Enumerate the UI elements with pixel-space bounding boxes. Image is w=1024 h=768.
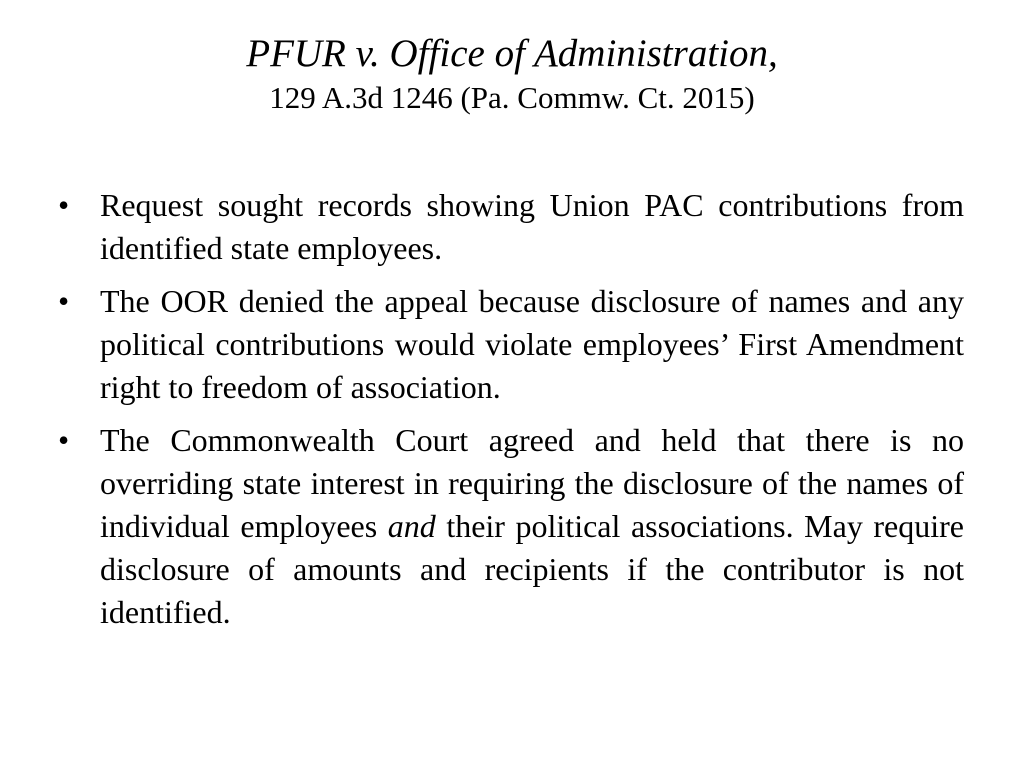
- bullet-icon: •: [58, 283, 70, 319]
- bullet-item-1: [58, 184, 964, 270]
- bullet-icon: •: [58, 187, 70, 223]
- bullet-item-2: [58, 280, 964, 409]
- bullet-text-3-after: their political associations. May require disclosure of amounts and recipients if the contributor is not identified.: [100, 508, 965, 630]
- bullet-text-3-before: The Commonwealth Court agreed and held that there is no overriding state interest in requiring the disclosure of the names of individual employees: [100, 422, 964, 544]
- bullet-list: [58, 184, 964, 644]
- bullet-text-3-emphasis: and: [387, 508, 436, 544]
- case-citation: 129 A.3d 1246 (Pa. Commw. Ct. 2015): [269, 80, 755, 115]
- slide-title: [0, 30, 1024, 118]
- bullet-item-3: [58, 419, 964, 634]
- bullet-icon: •: [58, 422, 70, 458]
- bullet-text-2: The OOR denied the appeal because disclosure of names and any political contributions would violate employees’ First Amendment right to freedom of association.: [100, 283, 964, 405]
- case-name: PFUR v. Office of Administration,: [246, 32, 778, 75]
- bullet-text-3: [100, 422, 964, 630]
- bullet-text-1: Request sought records showing Union PAC contributions from identified state employees.: [100, 187, 964, 266]
